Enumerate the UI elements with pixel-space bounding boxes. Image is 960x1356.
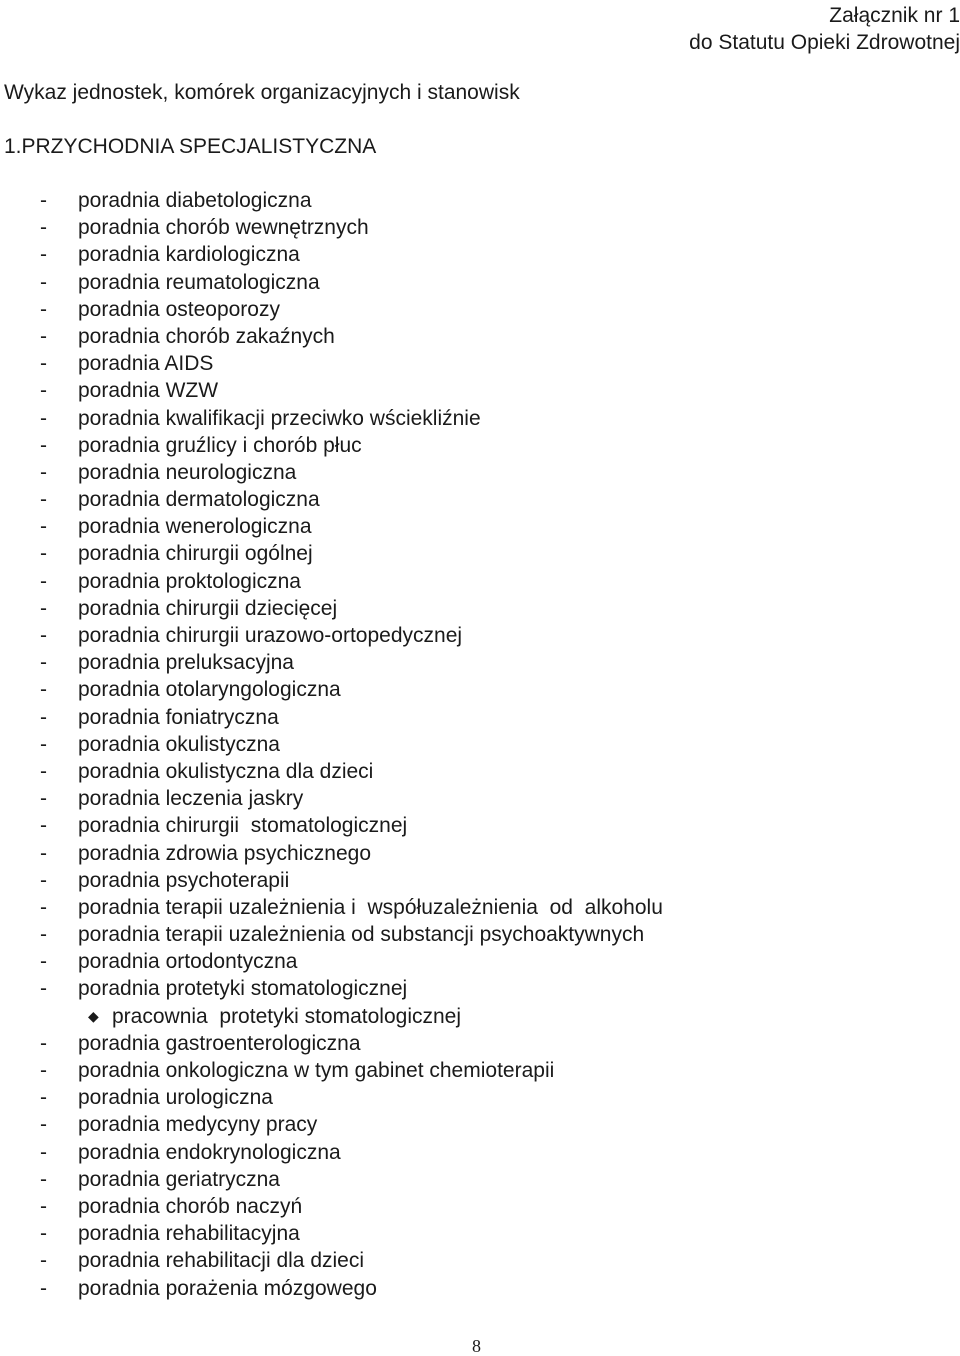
list-item-label: poradnia psychoterapii xyxy=(78,868,290,892)
dash-bullet: - xyxy=(40,216,47,240)
list-item-label: poradnia urologiczna xyxy=(78,1086,273,1110)
dash-bullet: - xyxy=(40,1222,47,1246)
list-item-label: poradnia okulistyczna dla dzieci xyxy=(78,759,374,783)
dash-bullet: - xyxy=(40,297,47,321)
list-item-label: poradnia gruźlicy i chorób płuc xyxy=(78,433,362,457)
dash-bullet: - xyxy=(40,1059,47,1082)
list-item-label: poradnia dermatologiczna xyxy=(78,488,320,512)
dash-bullet: - xyxy=(40,705,47,729)
dash-bullet: - xyxy=(40,189,47,212)
dash-bullet: - xyxy=(40,1140,47,1164)
dash-bullet: - xyxy=(40,542,47,566)
list-item-label: poradnia porażenia mózgowego xyxy=(78,1276,377,1300)
dash-bullet: - xyxy=(40,460,47,484)
list-item-label: poradnia chorób naczyń xyxy=(78,1194,303,1218)
dash-bullet: - xyxy=(40,1167,47,1191)
list-item-label: poradnia zdrowia psychicznego xyxy=(78,841,372,865)
dash-bullet: - xyxy=(40,787,47,811)
dash-bullet: - xyxy=(40,243,47,267)
dash-bullet: - xyxy=(40,923,47,947)
list-item-label: poradnia protetyki stomatologicznej xyxy=(78,977,408,1001)
list-item-label: poradnia AIDS xyxy=(78,352,214,376)
list-item-label: poradnia proktologiczna xyxy=(78,569,301,593)
dash-bullet: - xyxy=(40,895,47,919)
dash-bullet: - xyxy=(40,488,47,512)
list-item-label: poradnia chorób zakaźnych xyxy=(78,324,335,348)
attachment-number: Załącznik nr 1 xyxy=(829,4,960,27)
list-item-label: pracownia protetyki stomatologicznej xyxy=(112,1004,462,1028)
dash-bullet: - xyxy=(40,732,47,756)
list-item-label: poradnia kwalifikacji przeciwko wściekliźnie xyxy=(78,406,481,430)
section-heading: 1.PRZYCHODNIA SPECJALISTYCZNA xyxy=(4,135,377,158)
dash-bullet: - xyxy=(40,324,47,348)
dash-bullet: - xyxy=(40,759,47,783)
list-item-label: poradnia WZW xyxy=(78,379,219,403)
attachment-header xyxy=(689,2,960,56)
list-item-label: poradnia foniatryczna xyxy=(78,705,279,729)
page-number: 8 xyxy=(472,1336,481,1356)
dash-bullet: - xyxy=(40,433,47,457)
list-item-label: poradnia otolaryngologiczna xyxy=(78,678,341,702)
list-item-label: poradnia terapii uzależnienia i współuzależnienia od alkoholu xyxy=(78,895,663,919)
list-item-label: poradnia ortodontyczna xyxy=(78,950,298,974)
dash-bullet: - xyxy=(40,950,47,974)
dash-bullet: - xyxy=(40,977,47,1001)
dash-bullet: - xyxy=(40,1113,47,1137)
list-item-label: poradnia endokrynologiczna xyxy=(78,1140,341,1164)
dash-bullet: - xyxy=(40,814,47,838)
list-item-label: poradnia okulistyczna xyxy=(78,732,280,756)
list-item-label: poradnia preluksacyjna xyxy=(78,651,294,675)
list-item-label: poradnia rehabilitacyjna xyxy=(78,1222,300,1246)
list-item-label: poradnia chirurgii dziecięcej xyxy=(78,596,338,620)
diamond-bullet-icon: ◆ xyxy=(88,1007,99,1024)
list-item-label: poradnia leczenia jaskry xyxy=(78,787,304,811)
list-item-label: poradnia chirurgii stomatologicznej xyxy=(78,814,408,838)
list-item-label: poradnia neurologiczna xyxy=(78,460,297,484)
list-item-label: poradnia kardiologiczna xyxy=(78,243,300,267)
list-item-label: poradnia gastroenterologiczna xyxy=(78,1031,361,1055)
list-item-label: poradnia medycyny pracy xyxy=(78,1113,318,1137)
dash-bullet: - xyxy=(40,406,47,430)
list-item-label: poradnia rehabilitacji dla dzieci xyxy=(78,1249,365,1273)
dash-bullet: - xyxy=(40,868,47,892)
dash-bullet: - xyxy=(40,1194,47,1218)
dash-bullet: - xyxy=(40,1249,47,1273)
list-item-label: poradnia diabetologiczna xyxy=(78,189,312,212)
dash-bullet: - xyxy=(40,841,47,865)
list-item-label: poradnia chorób wewnętrznych xyxy=(78,216,369,240)
list-item-label: poradnia onkologiczna w tym gabinet chemioterapii xyxy=(78,1059,555,1082)
list-item-label: poradnia osteoporozy xyxy=(78,297,280,321)
dash-bullet: - xyxy=(40,1276,47,1300)
list-item-label: poradnia chirurgii ogólnej xyxy=(78,542,313,566)
dash-bullet: - xyxy=(40,569,47,593)
dash-bullet: - xyxy=(40,651,47,675)
list-item-label: poradnia wenerologiczna xyxy=(78,515,312,539)
dash-bullet: - xyxy=(40,596,47,620)
document-title: Wykaz jednostek, komórek organizacyjnych i stanowisk xyxy=(4,81,520,104)
dash-bullet: - xyxy=(40,515,47,539)
dash-bullet: - xyxy=(40,1031,47,1055)
dash-bullet: - xyxy=(40,270,47,294)
dash-bullet: - xyxy=(40,678,47,702)
dash-bullet: - xyxy=(40,624,47,647)
list-item-label: poradnia chirurgii urazowo-ortopedycznej xyxy=(78,624,463,647)
list-item-label: poradnia terapii uzależnienia od substancji psychoaktywnych xyxy=(78,923,645,947)
dash-bullet: - xyxy=(40,1086,47,1110)
attachment-statute: do Statutu Opieki Zdrowotnej xyxy=(689,31,960,54)
list-item-label: poradnia geriatryczna xyxy=(78,1167,280,1191)
dash-bullet: - xyxy=(40,352,47,376)
dash-bullet: - xyxy=(40,379,47,403)
list-item-label: poradnia reumatologiczna xyxy=(78,270,320,294)
